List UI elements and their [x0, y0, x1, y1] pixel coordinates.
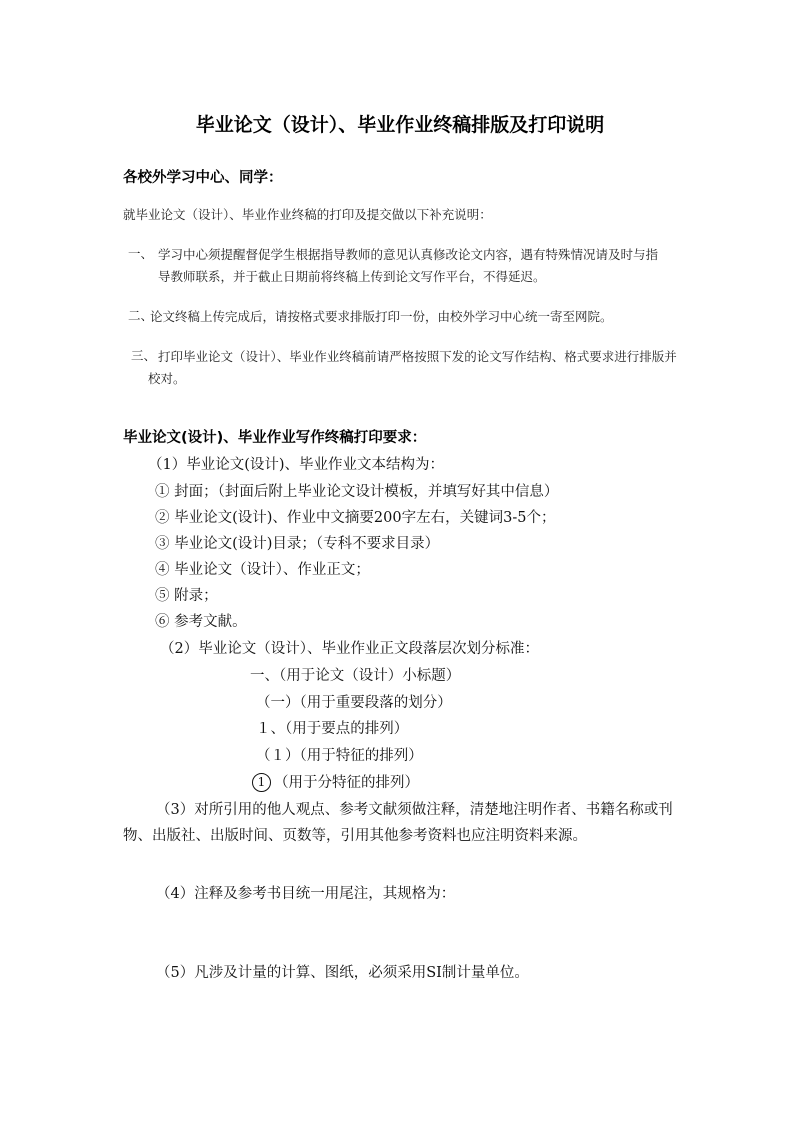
intro-text: 就毕业论文（设计）、毕业作业终稿的打印及提交做以下补充说明： [123, 207, 492, 222]
notice-number: 一、 [128, 246, 154, 261]
citation-paragraph: （3）对所引用的他人观点、参考文献须做注释，清楚地注明作者、书籍名称或刊物、出版社、出版时间、页数等，引用其他参考资料也应注明资料来源。 [123, 802, 673, 844]
notice-number: 三、 [131, 348, 157, 363]
structure-item-6: ⑥ 参考文献。 [155, 614, 247, 630]
footnote-paragraph: （4）注释及参考书目统一用尾注，其规格为： [156, 886, 456, 902]
salutation: 各校外学习中心、同学： [123, 170, 283, 186]
level-2: （一）（用于重要段落的划分） [256, 695, 452, 711]
structure-item-3: ③ 毕业论文(设计)目录；（专科不要求目录） [155, 536, 440, 552]
notice-text: 学习中心须提醒督促学生根据指导教师的意见认真修改论文内容，遇有特殊情况请及时与指导教师联系，并于截止日期前将终稿上传到论文写作平台，不得延迟。 [158, 247, 659, 284]
section-title: 毕业论文(设计)、毕业作业写作终稿打印要求： [123, 430, 427, 446]
structure-item-5: ⑤ 附录； [155, 588, 218, 604]
level-5 [252, 770, 419, 796]
notice-text: 论文终稿上传完成后，请按格式要求排版打印一份，由校外学习中心统一寄至网院。 [150, 309, 613, 324]
level-5-text: （用于分特征的排列） [274, 775, 419, 791]
notice-number: 二、 [128, 308, 154, 323]
structure-item-1: ① 封面；（封面后附上毕业论文设计模板，并填写好其中信息） [155, 484, 559, 500]
structure-item-4: ④ 毕业论文（设计）、作业正文； [155, 562, 370, 578]
level-3: １、（用于要点的排列） [256, 721, 409, 737]
notice-text: 打印毕业论文（设计）、毕业作业终稿前请严格按照下发的论文写作结构、格式要求进行排版并校对。 [148, 349, 677, 386]
structure-item-2: ② 毕业论文(设计)、作业中文摘要200字左右，关键词3-5个； [155, 510, 556, 526]
level-4: （１）（用于特征的排列） [256, 748, 423, 764]
structure-heading: （1）毕业论文(设计)、毕业作业文本结构为： [148, 457, 445, 473]
level-1: 一、（用于论文（设计）小标题） [250, 668, 461, 684]
document-title: 毕业论文（设计）、毕业作业终稿排版及打印说明 [195, 114, 605, 136]
levels-heading: （2）毕业论文（设计）、毕业作业正文段落层次划分标准： [160, 641, 539, 657]
circled-number: 1 [252, 773, 271, 792]
units-paragraph: （5）凡涉及计量的计算、图纸，必须采用SI制计量单位。 [156, 965, 529, 981]
